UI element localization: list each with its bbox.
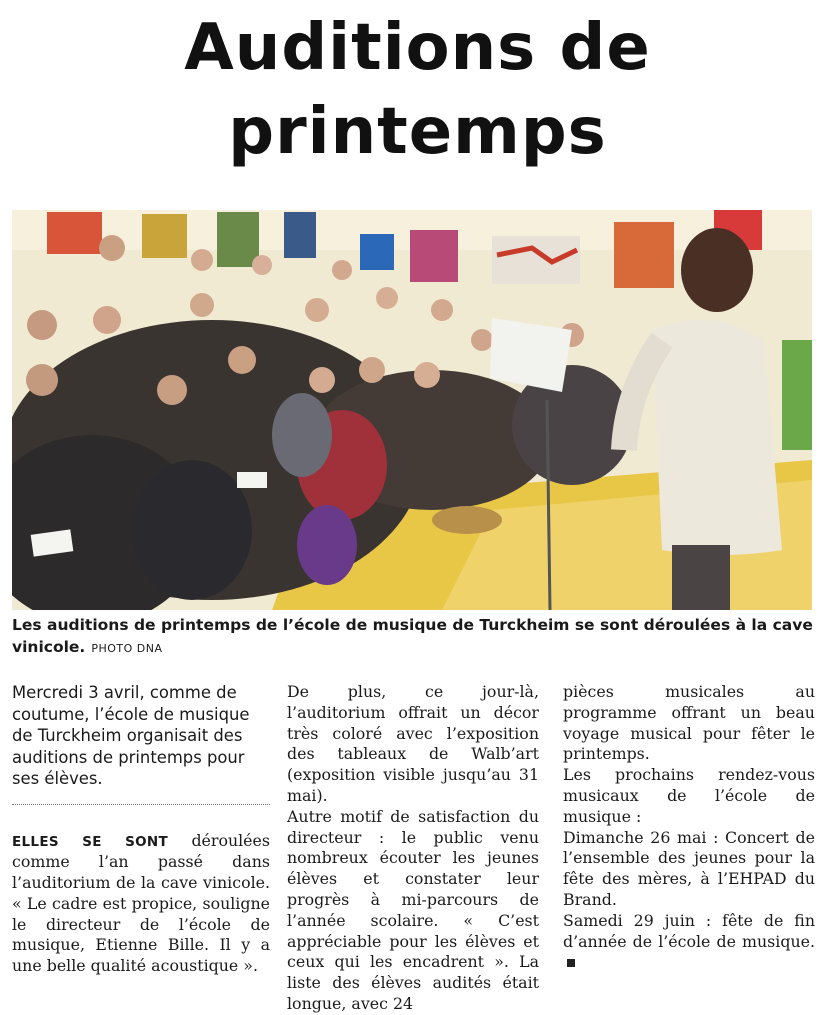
- article-column-1: [12, 682, 270, 977]
- article-photo: [12, 210, 812, 610]
- article-column-3: [563, 682, 815, 973]
- photo-caption: [12, 614, 817, 660]
- article-paragraph-3-continued: pièces musicales au programme offrant un beau voyage musical pour fêter le printemps.: [563, 682, 815, 764]
- concert-photo-illustration: [12, 210, 812, 610]
- headline-line-2: printemps: [228, 95, 607, 169]
- article-lead: Mercredi 3 avril, comme de coutume, l’école de musique de Turckheim organisait des auditions de printemps pour ses élèves.: [12, 683, 250, 788]
- caption-text: Les auditions de printemps de l’école de musique de Turckheim se sont déroulées à la cave vinicole.: [12, 616, 813, 656]
- lead-divider: [12, 804, 270, 805]
- article-paragraph-1: [12, 831, 270, 978]
- article-paragraph-5: Dimanche 26 mai : Concert de l’ensemble des jeunes pour la fête des mères, à l’EHPAD du Brand.: [563, 827, 815, 909]
- article-paragraph-6: [563, 911, 815, 973]
- article-paragraph-4: Les prochains rendez-vous musicaux de l’école de musique :: [563, 765, 815, 826]
- article-paragraph-2: De plus, ce jour-là, l’auditorium offrait un décor très coloré avec l’exposition des tableaux de Walb’art (exposition visible jusqu’au 31 mai).: [287, 682, 539, 805]
- runin-text: ELLES SE SONT: [12, 833, 169, 850]
- article-paragraph-3: Autre motif de satisfaction du directeur : le public venu nombreux écouter les jeunes élèves et constater leur progrès à mi-parcours de l’année scolaire. « C’est appréciable pour les élèves et ceux qui les encadrent ». La liste des élèves audités était longue, avec 24: [287, 806, 539, 1013]
- photo-credit: PHOTO DNA: [91, 642, 163, 655]
- paragraph-6-body: Samedi 29 juin : fête de fin d’année de l’école de musique.: [563, 910, 815, 951]
- headline-line-1: Auditions de: [184, 11, 651, 85]
- article-headline: [0, 6, 835, 174]
- paragraph-1-body: déroulées comme l’an passé dans l’auditorium de la cave vinicole. « Le cadre est propice, souligne le directeur de l’école de musique, Etienne Bille. Il y a une belle qualité acoustique ».: [12, 830, 270, 976]
- end-of-article-mark: [567, 959, 575, 967]
- article-column-2: [287, 682, 539, 1015]
